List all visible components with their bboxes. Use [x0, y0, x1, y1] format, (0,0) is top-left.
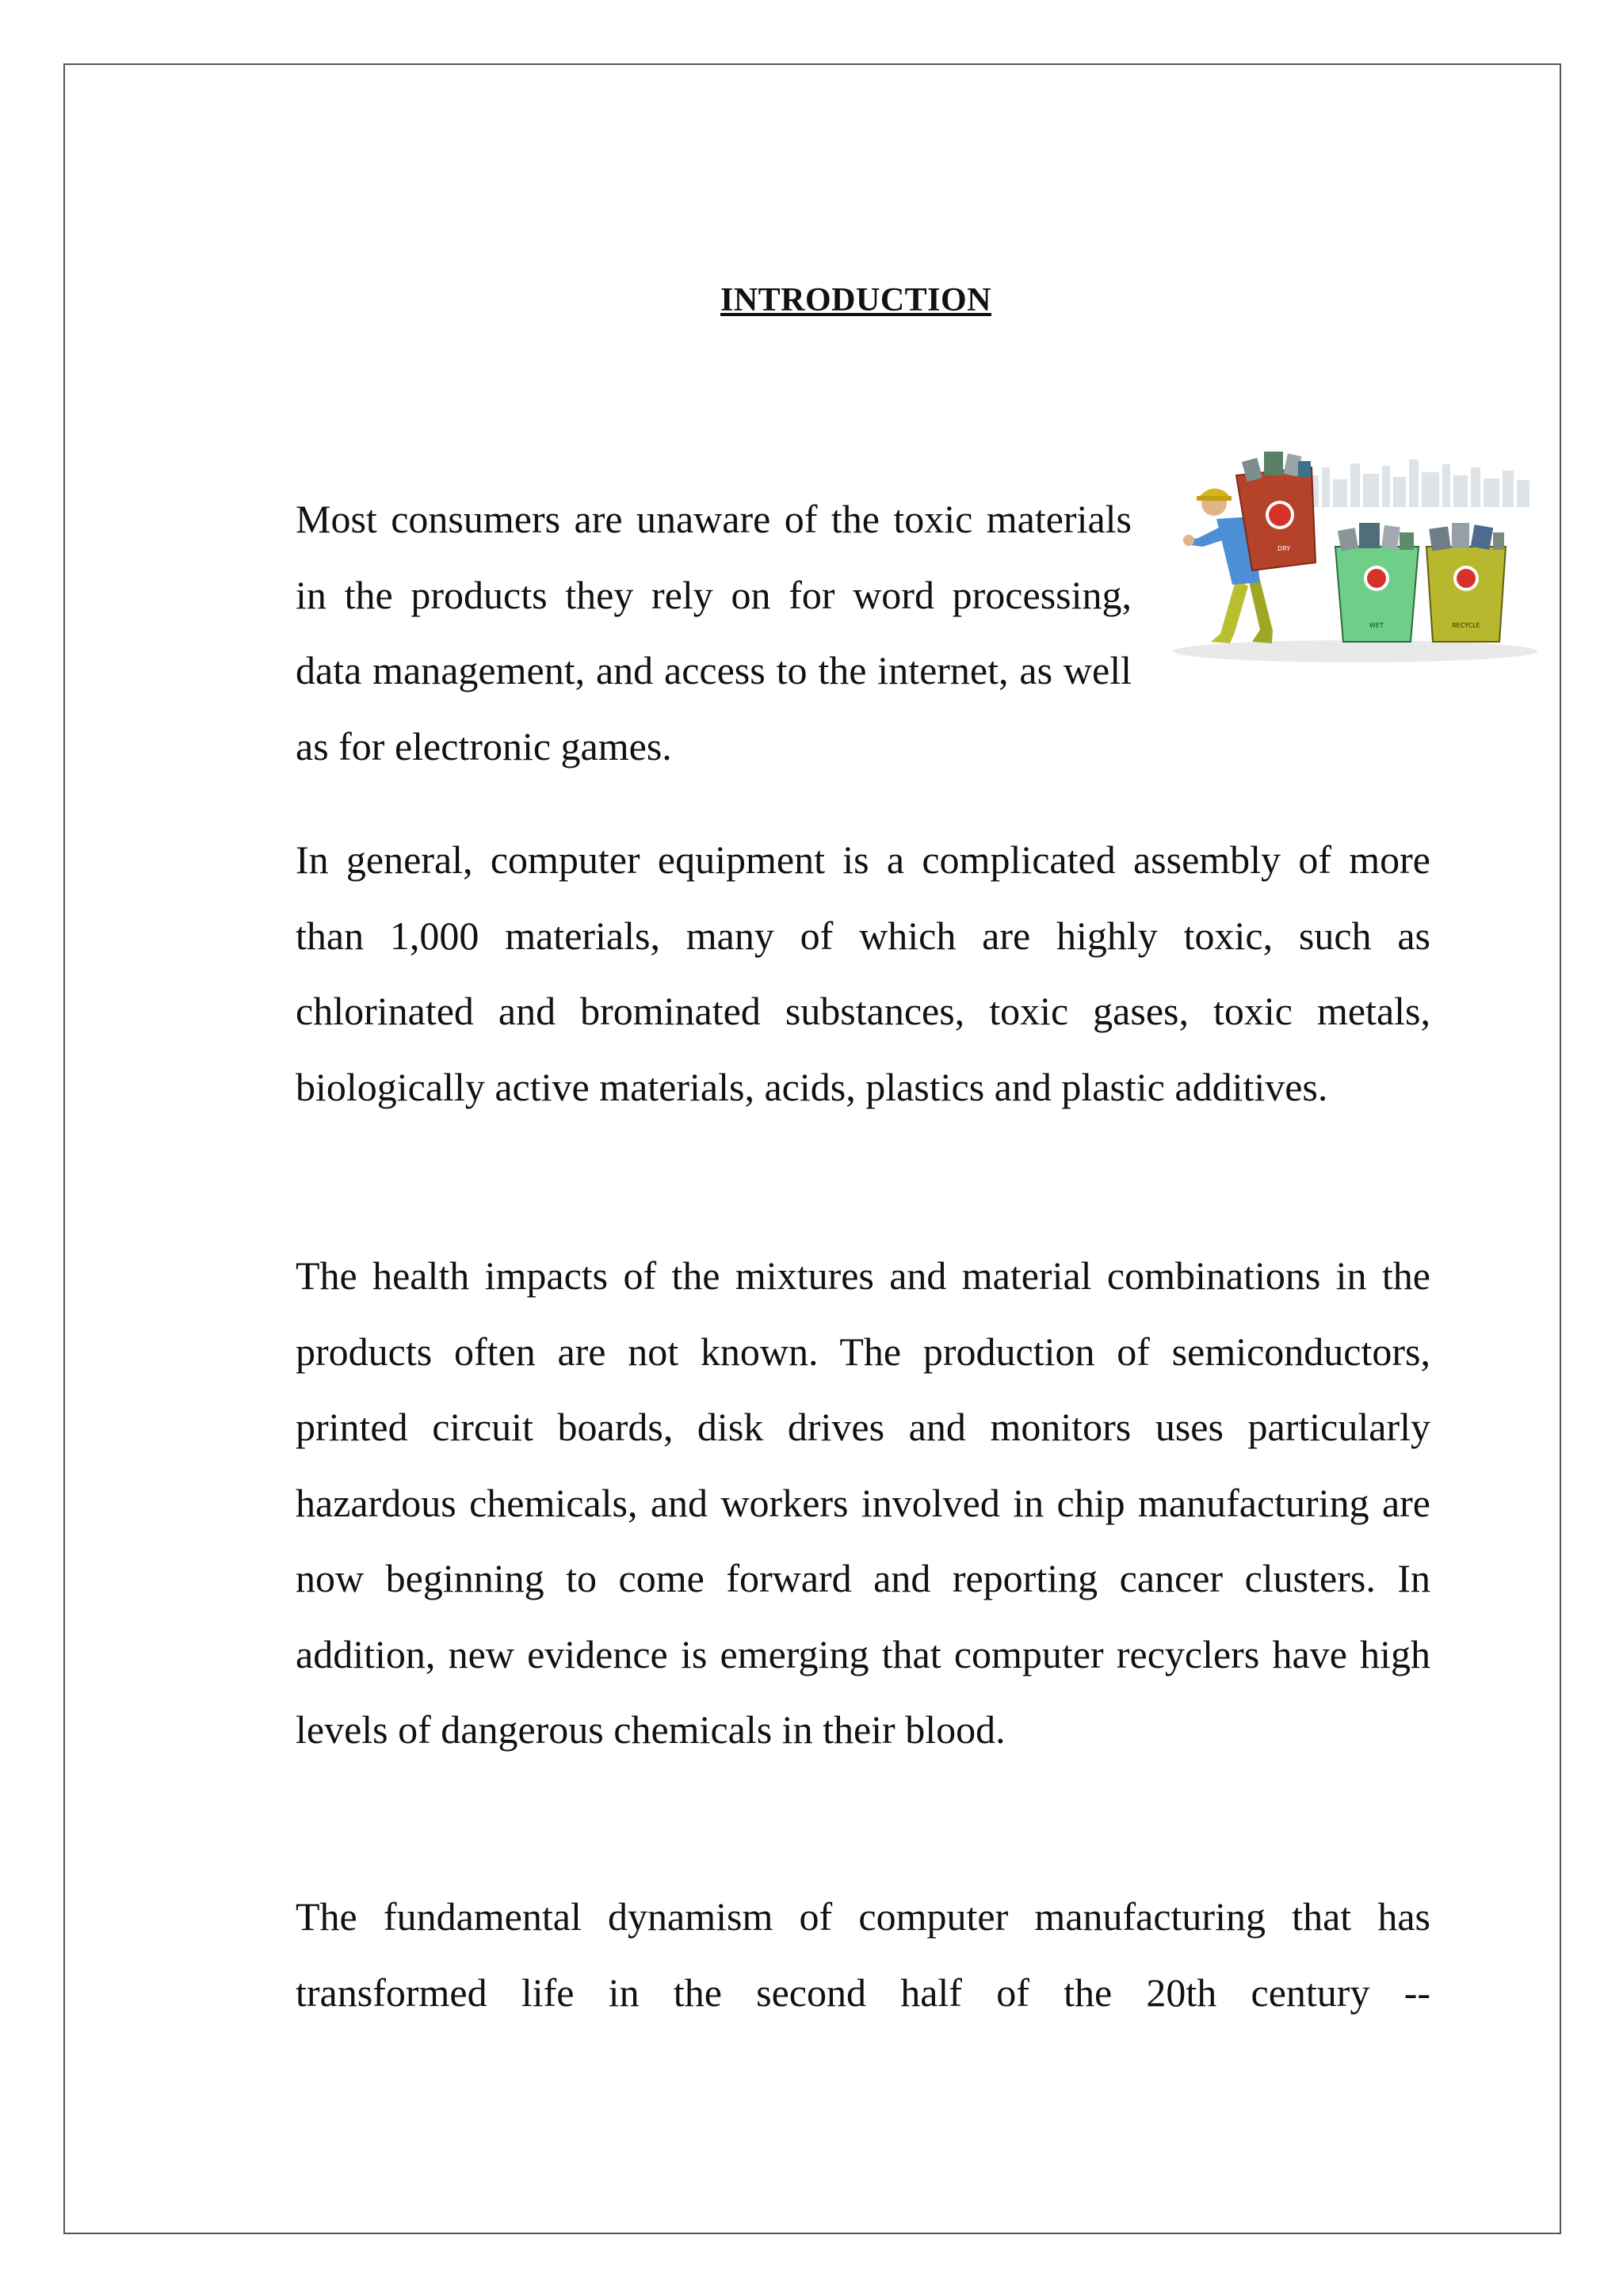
paragraph-3: The health impacts of the mixtures and material combinations in the products often are not known. The production of semiconductors, printed circuit boards, disk drives and monitors uses particularly hazardous chemicals, and workers involved in chip manufacturing are now beginning to come forward and reporting cancer clusters. In addition, new evidence is emerging that computer recyclers have high levels of dangerous chemicals in their blood. — [296, 1253, 1430, 1752]
paragraph-2: In general, computer equipment is a complicated assembly of more than 1,000 materials, many of which are highly toxic, such as chlorinated and brominated substances, toxic gases, toxic metals, biologically active materials, acids, plastics and plastic additives. — [296, 837, 1430, 1109]
bin-label-recycle: RECYCLE — [1452, 622, 1480, 629]
bin-label-dry: DRY — [1277, 545, 1291, 552]
olive-bin — [1426, 523, 1506, 642]
green-bin — [1335, 523, 1419, 642]
bin-label-wet: WET — [1369, 622, 1384, 629]
ewaste-recycling-illustration — [1141, 444, 1537, 673]
city-skyline — [1308, 460, 1529, 507]
paragraph-1: Most consumers are unaware of the toxic materials in the products they rely on for word processing, data management, and access to the internet, as well as for electronic games. — [296, 497, 1132, 769]
paragraph-4: The fundamental dynamism of computer manufacturing that has transformed life in the second half of the 20th century -- — [296, 1894, 1430, 2015]
page-heading: INTRODUCTION — [720, 282, 992, 318]
